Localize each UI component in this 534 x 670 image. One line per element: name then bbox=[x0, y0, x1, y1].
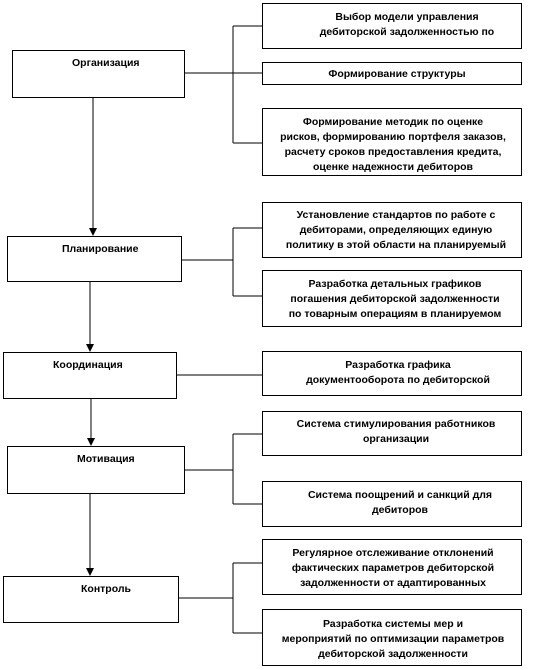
stage-label-organization: Организация bbox=[72, 57, 140, 69]
stage-label-planning: Планирование bbox=[62, 243, 139, 255]
action-text-line: фактических параметров дебиторской bbox=[291, 562, 495, 574]
action-text-line: дебиторской задолженности bbox=[318, 648, 468, 660]
stage-box-control bbox=[3, 576, 179, 623]
action-box-schedules bbox=[262, 270, 522, 327]
action-text-line: Формирование структуры bbox=[328, 68, 466, 80]
action-text-line: Система поощрений и санкций для bbox=[307, 489, 493, 501]
stage-box-coordination bbox=[3, 352, 177, 399]
action-text-line: задолженности от адаптированных bbox=[300, 577, 486, 589]
action-box-model-selection bbox=[262, 3, 522, 49]
action-box-methods bbox=[262, 108, 522, 176]
stage-box-motivation bbox=[7, 446, 185, 494]
action-text-line: Регулярное отслеживание отклонений bbox=[292, 547, 494, 559]
action-text-line: дебиторов bbox=[371, 504, 428, 516]
action-box-structure bbox=[262, 62, 522, 85]
action-text-line: Разработка детальных графиков bbox=[308, 278, 482, 290]
action-box-staff-incentives bbox=[262, 411, 522, 456]
action-box-standards bbox=[262, 202, 522, 258]
action-text-line: Установление стандартов по работе с bbox=[296, 209, 496, 221]
stage-box-planning bbox=[7, 236, 182, 282]
action-text-line: дебиторами, определяющих единую bbox=[299, 224, 493, 236]
action-text-line: рисков, формированию портфеля заказов, bbox=[280, 131, 506, 143]
action-text-line: мероприятий по оптимизации параметров bbox=[281, 633, 505, 645]
action-text-line: Разработка графика bbox=[345, 359, 451, 371]
action-box-optimization bbox=[262, 609, 522, 666]
action-text-line: расчету сроков предоставления кредита, bbox=[284, 146, 502, 158]
stage-box-organization bbox=[12, 50, 185, 98]
action-text-line: Формирование методик по оценке bbox=[302, 116, 484, 128]
action-text-line: Разработка системы мер и bbox=[322, 618, 464, 630]
stage-label-motivation: Мотивация bbox=[77, 453, 135, 465]
action-box-debtor-sanctions bbox=[262, 481, 522, 527]
action-text-line: дебиторской задолженностью по bbox=[319, 26, 495, 38]
action-text-line: Система стимулирования работников bbox=[296, 418, 496, 430]
action-text-line: по товарным операциям в планируемом bbox=[288, 308, 502, 320]
action-box-monitoring bbox=[262, 539, 522, 595]
action-text-line: Выбор модели управления bbox=[335, 11, 479, 23]
action-text-line: оценке надежности дебиторов bbox=[312, 161, 474, 173]
action-text-line: документооборота по дебиторской bbox=[306, 374, 490, 386]
action-text-line: организации bbox=[362, 433, 430, 445]
stage-label-control: Контроль bbox=[81, 583, 131, 595]
action-box-document-flow bbox=[262, 351, 522, 396]
stage-label-coordination: Координация bbox=[53, 359, 123, 371]
action-text-line: погашения дебиторской задолженности bbox=[290, 293, 500, 305]
action-text-line: политику в этой области на планируемый bbox=[285, 239, 507, 251]
